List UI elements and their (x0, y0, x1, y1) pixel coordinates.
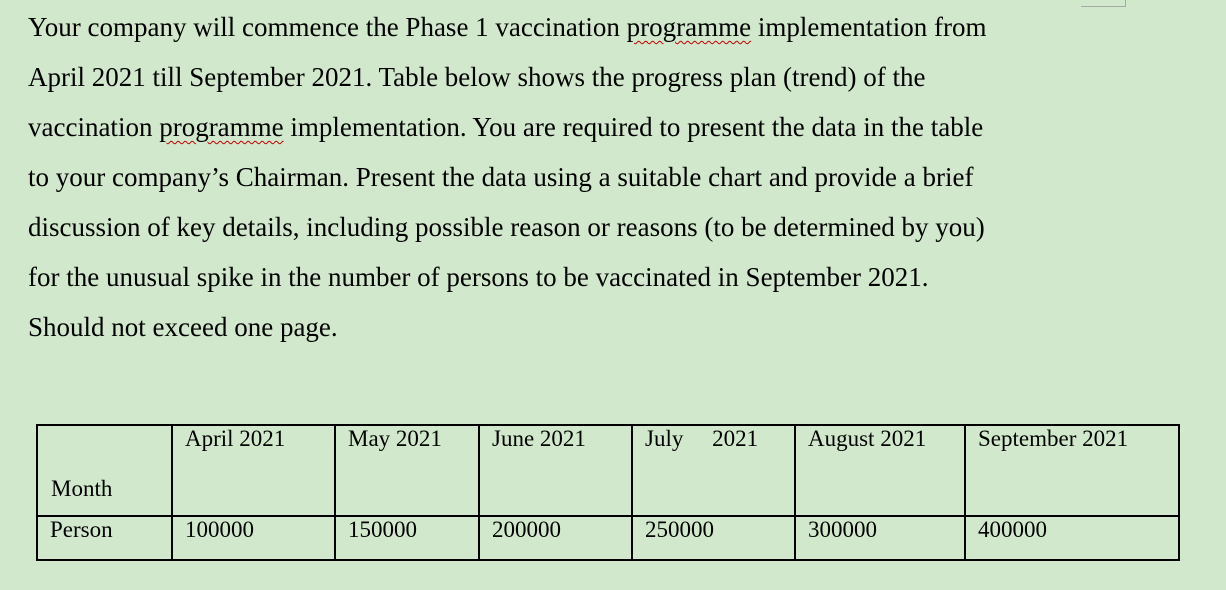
question-line-5: discussion of key details, including possible reason or reasons (to be determined by you) (28, 212, 985, 242)
person-cell: 400000 (965, 516, 1179, 560)
spellcheck-word: programme (626, 12, 752, 42)
month-cell: June 2021 (479, 425, 632, 516)
table-row (37, 516, 1179, 560)
month-cell: April 2021 (172, 425, 335, 516)
question-paragraph (28, 0, 1098, 350)
month-cell: May 2021 (335, 425, 479, 516)
month-cell: July 2021 (632, 425, 795, 516)
spellcheck-word: programme (159, 112, 284, 142)
person-cell: 300000 (795, 516, 965, 560)
question-line-2: April 2021 till September 2021. Table below shows the progress plan (trend) of the (28, 62, 926, 92)
question-line-4: to your company’s Chairman. Present the data using a suitable chart and provide a brief (28, 162, 974, 192)
question-line-7: Should not exceed one page. (28, 312, 338, 342)
table-row (37, 425, 1179, 516)
question-line-1: Your company will commence the Phase 1 vaccination programme implementation from (28, 12, 987, 42)
person-cell: 250000 (632, 516, 795, 560)
question-line-6: for the unusual spike in the number of persons to be vaccinated in September 2021. (28, 262, 929, 292)
person-cell: 200000 (479, 516, 632, 560)
month-cell: September 2021 (965, 425, 1179, 516)
vaccination-plan-table (36, 424, 1180, 561)
row-label-person: Person (37, 516, 172, 560)
person-cell: 150000 (335, 516, 479, 560)
person-cell: 100000 (172, 516, 335, 560)
question-line-3: vaccination programme implementation. You are required to present the data in the table (28, 112, 984, 142)
month-cell: August 2021 (795, 425, 965, 516)
row-label-month: Month (37, 425, 172, 516)
